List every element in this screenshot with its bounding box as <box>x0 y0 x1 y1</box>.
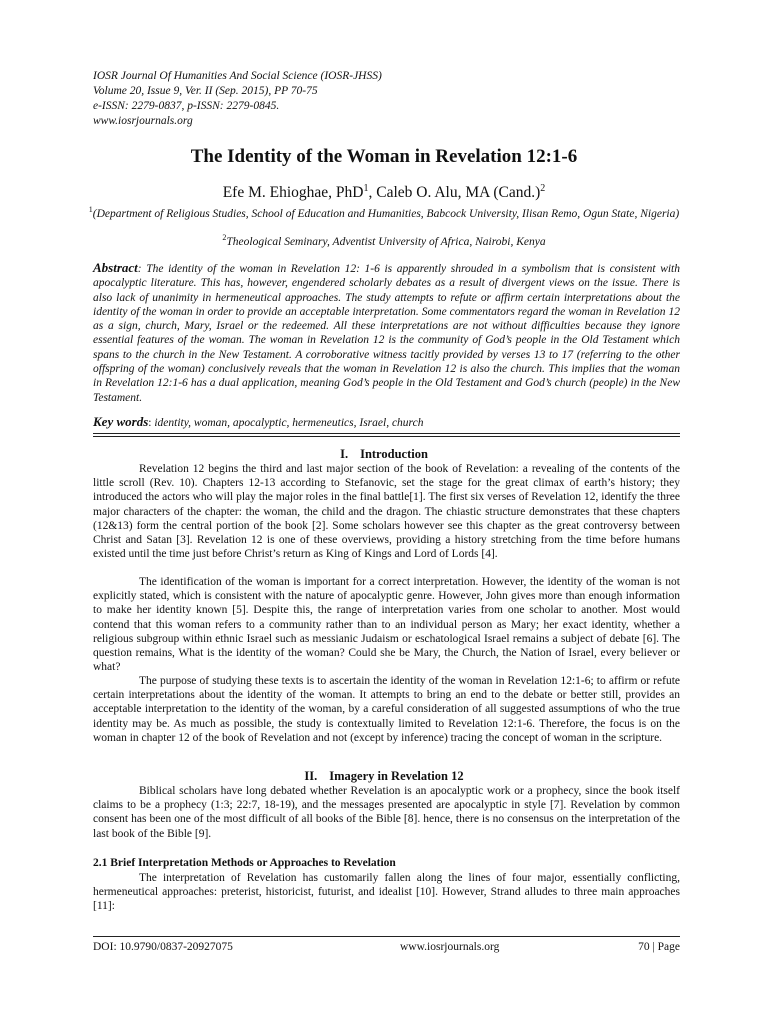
footer-rule <box>93 936 680 937</box>
affiliation-1 <box>80 203 688 221</box>
abstract-separator: : <box>137 263 147 275</box>
abstract <box>93 261 680 405</box>
journal-volume: Volume 20, Issue 9, Ver. II (Sep. 2015), PP 70-75 <box>93 85 318 97</box>
affiliation-1-mark: 1 <box>88 205 93 214</box>
affiliation-2-mark: 2 <box>222 233 227 242</box>
keywords-text: identity, woman, apocalyptic, hermeneutics, Israel, church <box>154 417 424 429</box>
intro-paragraph-2: The identification of the woman is important for a correct interpretation. However, the identity of the woman is not explicitly stated, which is consistent with the nature of apocalyptic genre. However, John gives more than enough information to make her identity known [5]. Despite this, the range of interpretation varies from one scholar to another. Most would contend that this woman refers to a community rather than to an individual person as Mary; her exact identity, whether a religious subgroup within ethnic Israel such as messianic Judaism or eschatological Israel remains a subject of debate [6]. The question remains, What is the identity of the woman? Could she be Mary, the Church, the Nation of Israel, every believer or what? <box>93 576 680 674</box>
abstract-rule-bottom <box>93 436 680 437</box>
affiliation-2 <box>80 231 688 249</box>
affiliation-1-text: (Department of Religious Studies, School of Education and Humanities, Babcock University, Ilisan Remo, Ogun State, Nigeria) <box>92 207 680 220</box>
footer-doi: DOI: 10.9790/0837-20927075 <box>93 941 233 953</box>
intro-paragraph-1: Revelation 12 begins the third and last major section of the book of Revelation: a revealing of the contents of the little scroll (Rev. 10). Chapters 12-13 according to Stefanovic, set the stage for the great climax of earth’s history; they introduced the actors who will play the major roles in the final battle[1]. The first six verses of Revelation 12, identify the three major characters of the chapter: the woman, the child and the dragon. The chiastic structure demonstrates that these chapters (12&13) form the central portion of the book [2]. Some scholars however see this chapter as the great controversy between Christ and Satan [3]. Revelation 12 is one of these overviews, providing a history stretching from the time before humans existed until the time just before Christ’s return as King of Kings and Lord of Lords [4]. <box>93 463 680 561</box>
author-line <box>0 179 768 203</box>
author-1: Efe M. Ehioghae, PhD <box>222 184 364 202</box>
footer-page-number: 70 | Page <box>638 941 680 953</box>
journal-header <box>93 69 653 129</box>
author-2: Caleb O. Alu, MA (Cand.) <box>376 184 541 202</box>
paper-title: The Identity of the Woman in Revelation 12:1-6 <box>190 146 578 167</box>
section-title: Imagery in Revelation 12 <box>329 769 464 783</box>
affiliation-2-text: Theological Seminary, Adventist University of Africa, Nairobi, Kenya <box>226 235 546 248</box>
abstract-label: Abstract <box>93 260 138 275</box>
subsection-paragraph-1: The interpretation of Revelation has customarily fallen along the lines of four major, essentially conflicting, hermeneutical approaches: preterist, historicist, futurist, and idealist [10]. However, Strand alludes to three main approaches [11]: <box>93 872 680 913</box>
author-separator: , <box>368 184 377 202</box>
keywords-separator: : <box>148 417 155 429</box>
section-number: II. <box>304 769 318 783</box>
intro-paragraph-3: The purpose of studying these texts is to ascertain the identity of the woman in Revelation 12:1-6; to affirm or refute certain interpretations about the identity of the woman. It attempts to bring an end to the debate or better still, provides an acceptable interpretation to the identity of the woman, by a careful consideration of all suggested assumptions of who the true identity may be. As much as possible, the study is contextually limited to Revelation 12:1-6. Therefore, the focus is on the woman in chapter 12 of the book of Revelation and not (except by inference) tracing the concept of woman in the scripture. <box>93 675 680 744</box>
author-1-mark: 1 <box>363 183 369 194</box>
abstract-text: The identity of the woman in Revelation 12: 1-6 is apparently shrouded in a symbolism that is consistent with apocalyptic literature. This has, however, engendered scholarly debates as a result of divergent views on the issue. There is also lack of unanimity in hermeneutical approaches. The study attempts to refute or affirm certain interpretations about the identity of the woman in order to provide an acceptable interpretation. Some commentators regard the woman in Revelation 12 as a sign, church, Mary, Israel or the redeemed. All these interpretations are not without difficulties because they ignore essential features of the woman. The woman in Revelation 12 is the community of God’s people in the Old Testament which spans to the church in the New Testament. A corroborative witness tacitly provided by verses 13 to 17 (referring to the other offspring of the woman) conclusively reveals that the woman in Revelation 12 is also the church. This implies that the woman in Revelation 12:1-6 has a dual application, meaning God’s people in the Old Testament and God’s church (people) in the New Testament. <box>93 263 681 404</box>
journal-issn: e-ISSN: 2279-0837, p-ISSN: 2279-0845. <box>93 100 280 112</box>
subsection-heading: 2.1 Brief Interpretation Methods or Approaches to Revelation <box>93 857 396 869</box>
keywords <box>93 415 680 430</box>
section-heading-imagery <box>0 768 768 784</box>
journal-name: IOSR Journal Of Humanities And Social Science (IOSR-JHSS) <box>93 70 382 82</box>
section-heading-introduction <box>0 446 768 462</box>
journal-url[interactable]: www.iosrjournals.org <box>93 115 193 127</box>
section-title: Introduction <box>360 447 428 461</box>
section-number: I. <box>340 447 349 461</box>
author-2-mark: 2 <box>540 183 546 194</box>
footer-site[interactable]: www.iosrjournals.org <box>400 941 500 953</box>
abstract-rule-top <box>93 433 680 434</box>
keywords-label: Key words <box>93 414 149 429</box>
imagery-paragraph-1: Biblical scholars have long debated whether Revelation is an apocalyptic work or a prophecy, since the book itself claims to be a prophecy (1:3; 22:7, 18-19), and the messages presented are apocalyptic in style [7]. Revelation by common consent has been one of the most difficult of all books of the Bible [8]. hence, there is no consensus on the interpretation of the last book of the Bible [9]. <box>93 785 680 840</box>
